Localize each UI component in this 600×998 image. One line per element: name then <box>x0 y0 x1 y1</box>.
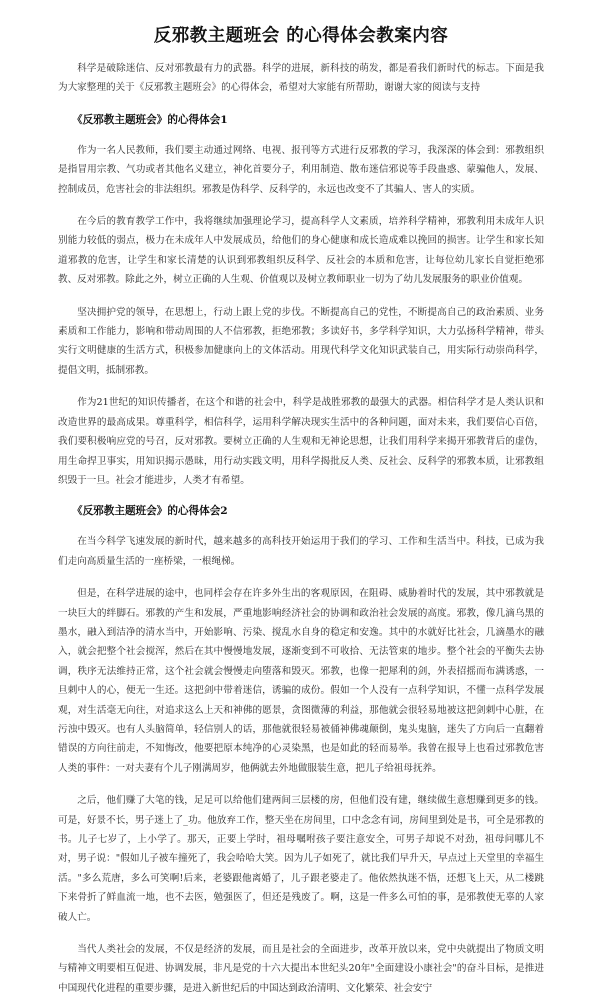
body-paragraph: 坚决拥护党的领导，在思想上，行动上跟上党的步伐。不断提高自己的党性，不断提高自己的政治素质、业务素质和工作能力，影响和带动周围的人不信邪教，拒绝邪教；多读好书，多学科学知识，大力弘扬科学精神，带头实行文明健康的生活方式，积极参加健康向上的文体活动。用现代科学文化知识武装自己，用实际行动崇尚科学，提倡文明，抵制邪教。 <box>58 306 544 376</box>
body-paragraph: 当代人类社会的发展，不仅是经济的发展，而且是社会的全面进步，改革开放以来，党中央就提出了物质文明与精神文明要相互促进、协调发展，非凡是党的十六大提出本世纪头20年"全面建设小康社会"的奋斗目标，是推进中国现代化进程的重要步骤，是进入新世纪后的中国达到政治清明、文化繁荣、社会安宁 <box>58 944 544 994</box>
body-paragraph: 但是，在科学进展的途中，也同样会存在许多外生出的客观原因，在阻碍、威胁着时代的发展，其中邪教就是一块巨大的绊脚石。邪教的产生和发展，严重地影响经济社会的协调和政治社会发展的高度。邪教，像几滴乌黑的墨水，融入到洁净的清水当中，开始影响、污染、搅乱水自身的稳定和安逸。其中的水就好比社会，几滴墨水的融入，就会把整个社会搅浑，然后在其中慢慢地发展，逐渐变到不可收拾、无法管束的地步。整个社会的平衡失去协调，秩序无法维持正常，这个社会就会慢慢走向堕落和毁灭。邪教，也像一把犀利的剑，外表招摇而布满诱惑，一旦刺中人的心，便无一生还。这把剑中带着迷信，诱骗的成份。假如一个人没有一点科学知识，不懂一点科学发展观，对生活毫无向往，对追求这么上天和神佛的愿景，贪图微薄的利益，那他就会很轻易地被这把剑刺中心脏，在污浊中毁灭。也有人头脑简单，轻信别人的话，那他就很轻易被俑神佛魂颠倒，鬼头鬼脑，迷失了方向后一直翻着错误的方向往前走，不知悔改，他要把原本纯净的心灵染黑，也是如此的轻而易举。我曾在报导上也看过邪教危害人类的事件：一对夫妻有个儿子刚满周岁，他俩就去外地做服装生意，把儿子给祖母抚养。 <box>58 588 544 774</box>
section-2 <box>58 503 544 998</box>
section-heading: 《反邪教主题班会》的心得体会2 <box>72 505 228 518</box>
body-paragraph: 作为一名人民教师，我们要主动通过网络、电视、报刊等方式进行反邪教的学习，我深深的体会到：邪教组织是指冒用宗教、气功或者其他名义建立，神化首要分子，利用制造、散布迷信邪说等手段蛊惑、蒙骗他人，发展、控制成员，危害社会的非法组织。邪教是伪科学、反科学的，永远也改变不了其骗人、害人的实质。 <box>58 144 544 195</box>
section-heading: 《反邪教主题班会》的心得体会1 <box>72 113 228 126</box>
body-paragraph: 在今后的教育教学工作中，我将继续加强理论学习，提高科学人文素质，培养科学精神，邪教利用未成年人识别能力较低的弱点，极力在未成年人中发展成员，给他们的身心健康和成长造成难以挽回的损害。让学生和家长知道邪教的危害，让学生和家长清楚的认识到邪教组织反科学、反社会的本质和危害，让每位幼儿家长自觉拒绝邪教、反对邪教。除此之外，树立正确的人生观、价值观以及树立教师职业一切为了幼儿发展服务的职业价值观。 <box>58 216 544 286</box>
body-paragraph: 之后，他们赚了大笔的钱，足足可以给他们建两间三层楼的房，但他们没有建，继续做生意想赚到更多的钱。可是，好景不长，男子迷上了_功。他放弃工作，整天坐在房间里，口中念念有词，房间里到处是书，可全是邪教的书。儿子七岁了，上小学了。那天，正要上学时，祖母嘱咐孩子要注意安全，可男子却说不对劲，祖母问哪儿不对，男子说："假如儿子被车撞死了，我会哈哈大笑。因为儿子如死了，就比我们早升天，早点过上天堂里的幸福生活。"多么荒唐，多么可笑啊!后来，老婆跟他离婚了，儿子跟老婆走了。他依然执迷不悟，还想飞上天，从二楼跳下来骨折了鲜血流一地，也不去医，勉强医了，但还是残废了。啊，这是一件多么可怕的事，是邪教使无辜的人家破人亡。 <box>58 795 544 923</box>
section-1 <box>58 112 544 491</box>
document-title: 反邪教主题班会 的心得体会教案内容 <box>153 26 449 46</box>
body-paragraph: 在当今科学飞速发展的新时代，越来越多的高科技开始运用于我们的学习、工作和生活当中。科技，已成为我们走向高质量生活的一座桥梁，一根绳梯。 <box>58 536 544 567</box>
body-paragraph: 作为21世纪的知识传播者，在这个和谐的社会中，科学是战胜邪教的最强大的武器。相信科学才是人类认识和改造世界的最高成果。尊重科学，相信科学，运用科学解决现实生活中的各种问题，面对未来，我们要信心百倍，我们要积极响应党的号召，反对邪教。要树立正确的人生观和无神论思想，让我们用科学来揭开邪教背后的虚伪，用生命捍卫事实，用知识揭示愚昧，用行动实践文明，用科学揭批反人类、反社会、反科学的邪教本质，让邪教组织毁于一旦。社会才能进步，人类才有希望。 <box>58 397 544 486</box>
intro-paragraph: 科学是破除迷信、反对邪教最有力的武器。科学的进展，新科技的萌发，都是看我们新时代的标志。下面是我为大家整理的关于《反邪教主题班会》的心得体会，希望对大家能有所帮助，谢谢大家的阅读与支持 <box>58 63 544 94</box>
